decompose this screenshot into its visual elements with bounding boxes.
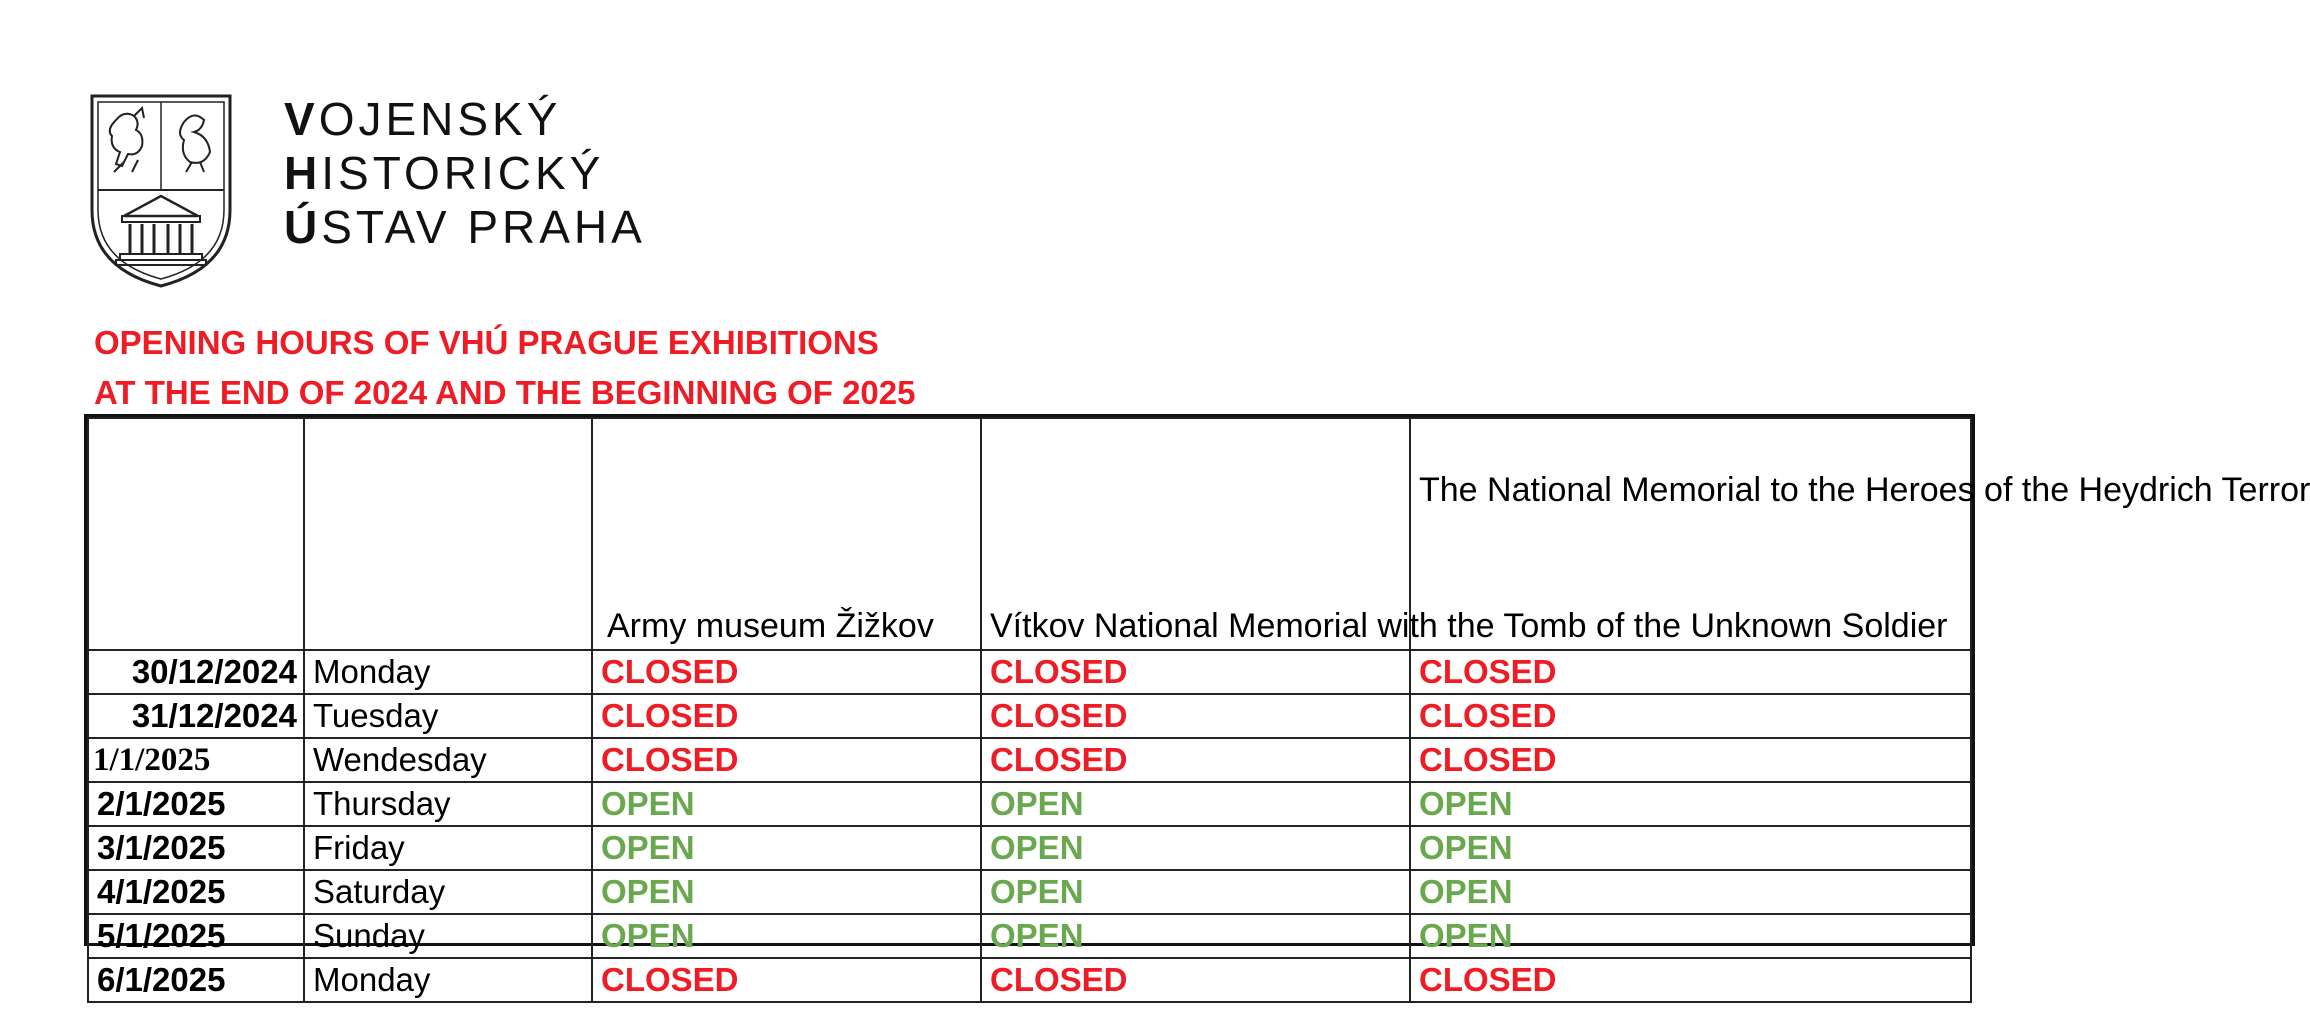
table-row <box>88 738 1971 782</box>
day-cell: Monday <box>304 958 592 1002</box>
status-army-museum: CLOSED <box>592 650 981 694</box>
table-header-row <box>88 418 1971 650</box>
day-cell: Tuesday <box>304 694 592 738</box>
header-empty-day <box>304 418 592 650</box>
date-cell: 6/1/2025 <box>88 958 304 1002</box>
status-heydrich-memorial: OPEN <box>1410 870 1971 914</box>
status-heydrich-memorial: CLOSED <box>1410 650 1971 694</box>
status-army-museum: CLOSED <box>592 958 981 1002</box>
table-row <box>88 870 1971 914</box>
status-vitkov-memorial: OPEN <box>981 782 1410 826</box>
header-vitkov-memorial: Vítkov National Memorial with the Tomb of the Unknown Soldier <box>981 418 1410 650</box>
header-heydrich-memorial: The National Memorial to the Heroes of the Heydrich Terror <box>1410 418 1971 650</box>
page-heading <box>94 318 916 418</box>
date-cell: 31/12/2024 <box>88 694 304 738</box>
status-heydrich-memorial: OPEN <box>1410 826 1971 870</box>
date-cell: 2/1/2025 <box>88 782 304 826</box>
table-row <box>88 694 1971 738</box>
table-row <box>88 914 1971 958</box>
date-cell: 3/1/2025 <box>88 826 304 870</box>
date-cell: 1/1/2025 <box>88 738 304 782</box>
status-army-museum: CLOSED <box>592 694 981 738</box>
status-vitkov-memorial: OPEN <box>981 914 1410 958</box>
status-vitkov-memorial: CLOSED <box>981 958 1410 1002</box>
day-cell: Saturday <box>304 870 592 914</box>
status-vitkov-memorial: OPEN <box>981 826 1410 870</box>
status-heydrich-memorial: CLOSED <box>1410 738 1971 782</box>
status-army-museum: OPEN <box>592 782 981 826</box>
header-army-museum: Army museum Žižkov <box>592 418 981 650</box>
header-empty-date <box>88 418 304 650</box>
org-line-2: HISTORICKÝ <box>284 147 605 199</box>
table-row <box>88 958 1971 1002</box>
status-army-museum: CLOSED <box>592 738 981 782</box>
status-heydrich-memorial: OPEN <box>1410 914 1971 958</box>
status-army-museum: OPEN <box>592 826 981 870</box>
status-vitkov-memorial: CLOSED <box>981 650 1410 694</box>
status-vitkov-memorial: OPEN <box>981 870 1410 914</box>
day-cell: Thursday <box>304 782 592 826</box>
org-line-1: VOJENSKÝ <box>284 93 562 145</box>
heading-line-2: AT THE END OF 2024 AND THE BEGINNING OF 2025 <box>94 374 916 411</box>
day-cell: Wendesday <box>304 738 592 782</box>
opening-hours-table <box>84 414 2310 998</box>
status-army-museum: OPEN <box>592 914 981 958</box>
status-heydrich-memorial: CLOSED <box>1410 694 1971 738</box>
org-line-3: ÚSTAV PRAHA <box>284 201 646 253</box>
table-row <box>88 650 1971 694</box>
organization-name <box>284 92 646 254</box>
status-vitkov-memorial: CLOSED <box>981 694 1410 738</box>
status-heydrich-memorial: OPEN <box>1410 782 1971 826</box>
table-row <box>88 826 1971 870</box>
vhu-crest-logo <box>86 92 236 290</box>
status-heydrich-memorial: CLOSED <box>1410 958 1971 1002</box>
date-cell: 4/1/2025 <box>88 870 304 914</box>
date-cell: 5/1/2025 <box>88 914 304 958</box>
heading-line-1: OPENING HOURS OF VHÚ PRAGUE EXHIBITIONS <box>94 324 879 361</box>
day-cell: Sunday <box>304 914 592 958</box>
table-row <box>88 782 1971 826</box>
status-army-museum: OPEN <box>592 870 981 914</box>
day-cell: Monday <box>304 650 592 694</box>
date-cell: 30/12/2024 <box>88 650 304 694</box>
status-vitkov-memorial: CLOSED <box>981 738 1410 782</box>
day-cell: Friday <box>304 826 592 870</box>
